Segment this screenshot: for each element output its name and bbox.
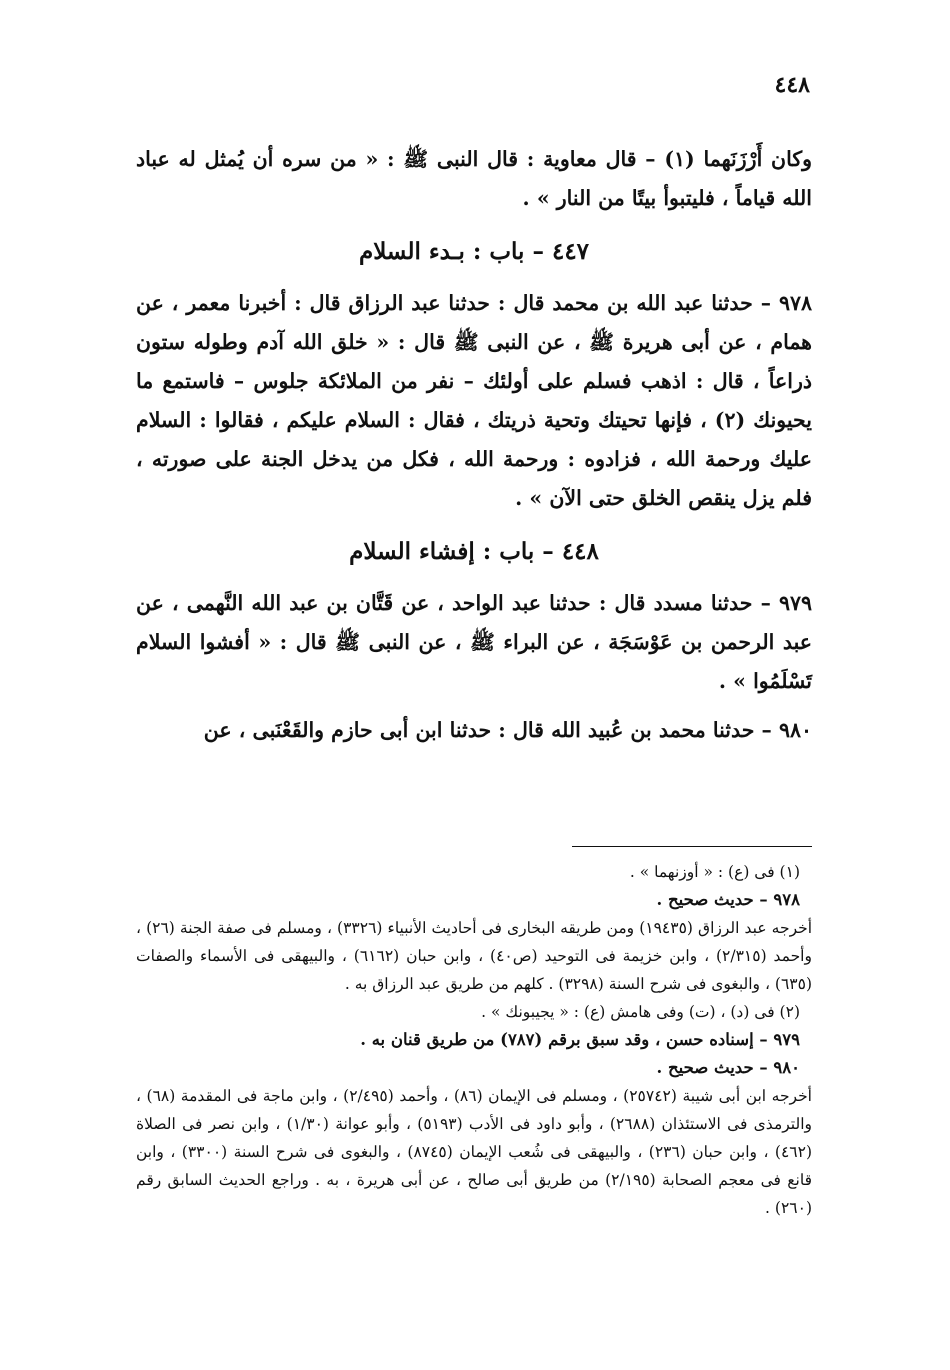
page-number: ٤٤٨ <box>774 72 810 98</box>
grade-979: ٩٧٩ – إسناده حسن ، وقد سبق برقم (٧٨٧) من طريق قنان به . <box>360 1030 800 1049</box>
footnotes <box>136 858 812 1222</box>
footnote-1: (١) فى (ع) : « أوزنهما » . <box>629 863 800 881</box>
takhrij-978: أخرجه عبد الرزاق (١٩٤٣٥) ومن طريقه البخارى فى أحاديث الأنبياء (٣٣٢٦) ، ومسلم فى صفة الجنة (٢٦) ، وأحمد (٢/٣١٥) ، وابن خزيمة فى التوحيد (ص٤٠) ، وابن حبان (٦١٦٢) ، والبيهقى فى الأسماء والصفات (٦٣٥) ، والبغوى فى شرح السنة (٣٢٩٨) . كلهم من طريق عبد الرزاق به . <box>136 919 813 993</box>
continuation-paragraph: وكان أَرْزَنَهما (١) – قال معاوية : قال النبى ﷺ : « من سره أن يُمثل له عباد الله قياماً ، فليتبوأ بيتًا من النار » . <box>136 147 812 210</box>
main-text <box>136 140 812 750</box>
hadith-980: ٩٨٠ – حدثنا محمد بن عُبيد الله قال : حدثنا ابن أبى حازم والقَعْنَبى ، عن <box>203 718 812 742</box>
chapter-heading-448: ٤٤٨ – باب : إفشاء السلام <box>349 538 599 565</box>
footnote-2: (٢) فى (د) ، (ت) وفى هامش (ع) : « يجيبونك » . <box>481 1003 800 1021</box>
grade-980: ٩٨٠ – حديث صحيح . <box>656 1058 800 1077</box>
chapter-heading-447: ٤٤٧ – باب : بـدء السلام <box>358 238 590 265</box>
takhrij-980: أخرجه ابن أبى شيبة (٢٥٧٤٢) ، ومسلم فى الإيمان (٨٦) ، وأحمد (٢/٤٩٥) ، وابن ماجة فى المقدمة (٦٨) ، والترمذى فى الاستئذان (٢٦٨٨) ، وأبو داود فى الأدب (٥١٩٣) ، وأبو عوانة (١/٣٠) ، وابن نصر فى الصلاة (٤٦٢) ، وابن حبان (٢٣٦) ، والبيهقى فى شُعب الإيمان (٨٧٤٥) ، والبغوى فى شرح السنة (٣٣٠٠) ، وابن قانع فى معجم الصحابة (٢/١٩٥) من طريق أبى صالح ، عن أبى هريرة ، به . وراجع الحديث السابق رقم (٢٦٠) . <box>136 1087 812 1217</box>
hadith-978: ٩٧٨ – حدثنا عبد الله بن محمد قال : حدثنا عبد الرزاق قال : أخبرنا معمر ، عن همام ، عن أبى هريرة ﷺ ، عن النبى ﷺ قال : « خلق الله آدم وطوله ستون ذراعاً ، قال : اذهب فسلم على أولئك – نفر من الملائكة جلوس – فاستمع ما يحيونك (٢) ، فإنها تحيتك وتحية ذريتك ، فقال : السلام عليكم ، فقالوا : السلام عليك ورحمة الله ، فزادوه : ورحمة الله ، فكل من يدخل الجنة على صورته ، فلم يزل ينقص الخلق حتى الآن » . <box>136 291 812 510</box>
grade-978: ٩٧٨ – حديث صحيح . <box>656 890 800 909</box>
footnote-divider <box>572 846 812 847</box>
hadith-979: ٩٧٩ – حدثنا مسدد قال : حدثنا عبد الواحد ، عن قَتَّان بن عبد الله النَّهمى ، عن عبد الرحمن بن عَوْسَجَة ، عن البراء ﷺ ، عن النبى ﷺ قال : « أفشوا السلام تَسْلَمُوا » . <box>136 591 812 693</box>
